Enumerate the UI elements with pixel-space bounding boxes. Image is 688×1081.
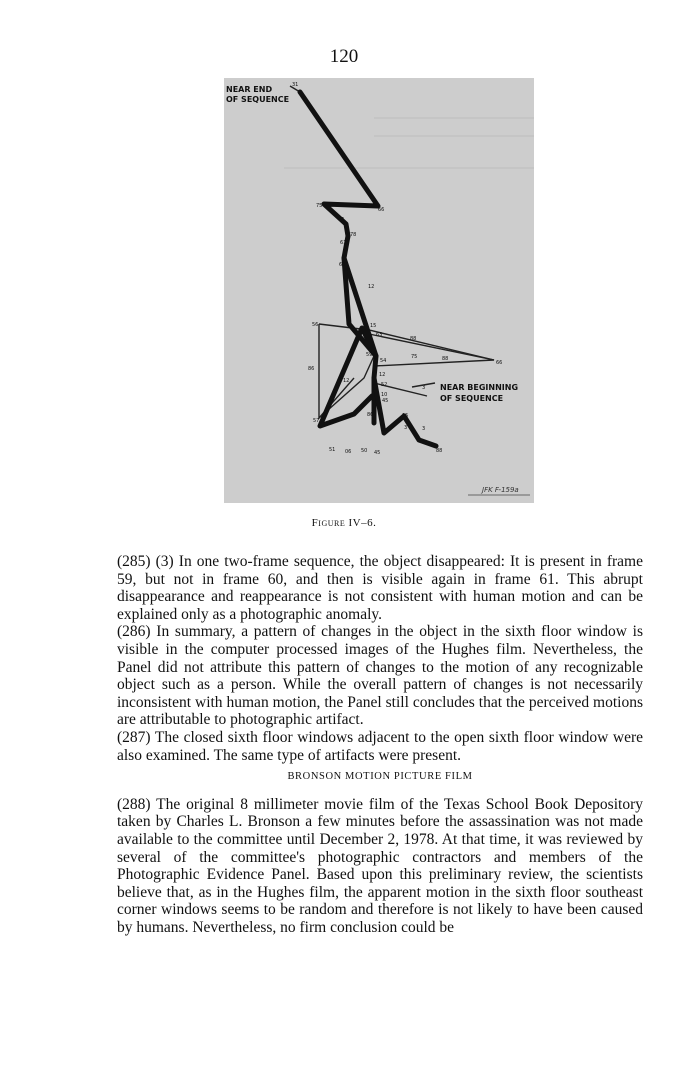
near-end-label-1: NEAR END — [226, 85, 273, 94]
svg-text:35: 35 — [402, 413, 409, 419]
svg-text:10: 10 — [381, 392, 388, 398]
svg-text:31: 31 — [292, 82, 299, 88]
svg-text:3: 3 — [422, 426, 426, 432]
figure-iv-6 — [224, 78, 534, 503]
svg-text:54: 54 — [380, 358, 387, 364]
svg-text:57: 57 — [313, 418, 320, 424]
motion-path-plot — [224, 78, 534, 503]
near-end-label-2: OF SEQUENCE — [226, 95, 290, 104]
paragraph-285: (285) (3) In one two-frame sequence, the object disappeared: It is present in frame 59, but not in frame 60, and then is visible again in frame 61. This abrupt disappearance and reappearance is not consistent with human motion and can be explained only as a photographic anomaly. — [117, 553, 643, 623]
svg-text:3: 3 — [341, 217, 345, 223]
page-number: 120 — [329, 46, 359, 67]
svg-text:12: 12 — [379, 372, 386, 378]
svg-text:12: 12 — [343, 378, 350, 384]
svg-text:75: 75 — [411, 354, 418, 360]
svg-text:78: 78 — [350, 232, 357, 238]
svg-text:88: 88 — [442, 356, 449, 362]
svg-text:63: 63 — [339, 262, 346, 268]
svg-text:15: 15 — [370, 323, 377, 329]
near-beginning-label-1: NEAR BEGINNING — [440, 383, 519, 392]
svg-text:88: 88 — [410, 336, 417, 342]
svg-text:56: 56 — [312, 322, 319, 328]
svg-text:45: 45 — [382, 398, 389, 404]
body-text — [117, 553, 643, 936]
svg-text:3: 3 — [422, 385, 426, 391]
near-beginning-label-2: OF SEQUENCE — [440, 394, 504, 403]
svg-text:86: 86 — [308, 366, 315, 372]
svg-text:66: 66 — [378, 207, 385, 213]
svg-text:66: 66 — [496, 360, 503, 366]
paragraph-288: (288) The original 8 millimeter movie film of the Texas School Book Depository taken by Charles L. Bronson a few minutes before the assassination was not made available to the committee until December 2, 1978. At that time, it was reviewed by several of the committee's photographic contractors and members of the Photographic Evidence Panel. Based upon this preliminary review, the scientists believe that, as in the Hughes film, the apparent motion in the sixth floor southeast corner windows seems to be random and therefore is not likely to have been caused by humans. Nevertheless, no firm conclusion could be — [117, 795, 643, 936]
figure-caption: Figure IV–6. — [311, 517, 377, 529]
svg-text:75: 75 — [316, 203, 323, 209]
section-heading: BRONSON MOTION PICTURE FILM — [287, 771, 473, 783]
svg-text:52: 52 — [381, 382, 388, 388]
figure-background — [224, 78, 534, 503]
svg-text:61: 61 — [340, 240, 347, 246]
paragraph-286: (286) In summary, a pattern of changes in the object in the sixth floor window is visible in the computer processed images of the Hughes film. Nevertheless, the Panel did not attribute this pattern of changes to the motion of any recognizable object such as a person. While the overall pattern of changes is not necessarily inconsistent with human motion, the Panel still concludes that the perceived motions are attributable to photographic artifact. — [117, 623, 643, 729]
svg-text:45: 45 — [374, 450, 381, 456]
svg-text:12: 12 — [368, 284, 375, 290]
svg-text:88: 88 — [436, 448, 443, 454]
svg-text:51: 51 — [329, 447, 336, 453]
paragraph-287: (287) The closed sixth floor windows adjacent to the open sixth floor window were also examined. The same type of artifacts were present. — [117, 728, 643, 764]
svg-text:86: 86 — [367, 412, 374, 418]
svg-text:50: 50 — [361, 448, 368, 454]
svg-text:06: 06 — [345, 449, 352, 455]
stamp-label: JFK F-159a — [482, 486, 519, 494]
svg-text:59: 59 — [366, 352, 373, 358]
svg-text:63: 63 — [376, 332, 383, 338]
svg-text:3: 3 — [404, 425, 408, 431]
